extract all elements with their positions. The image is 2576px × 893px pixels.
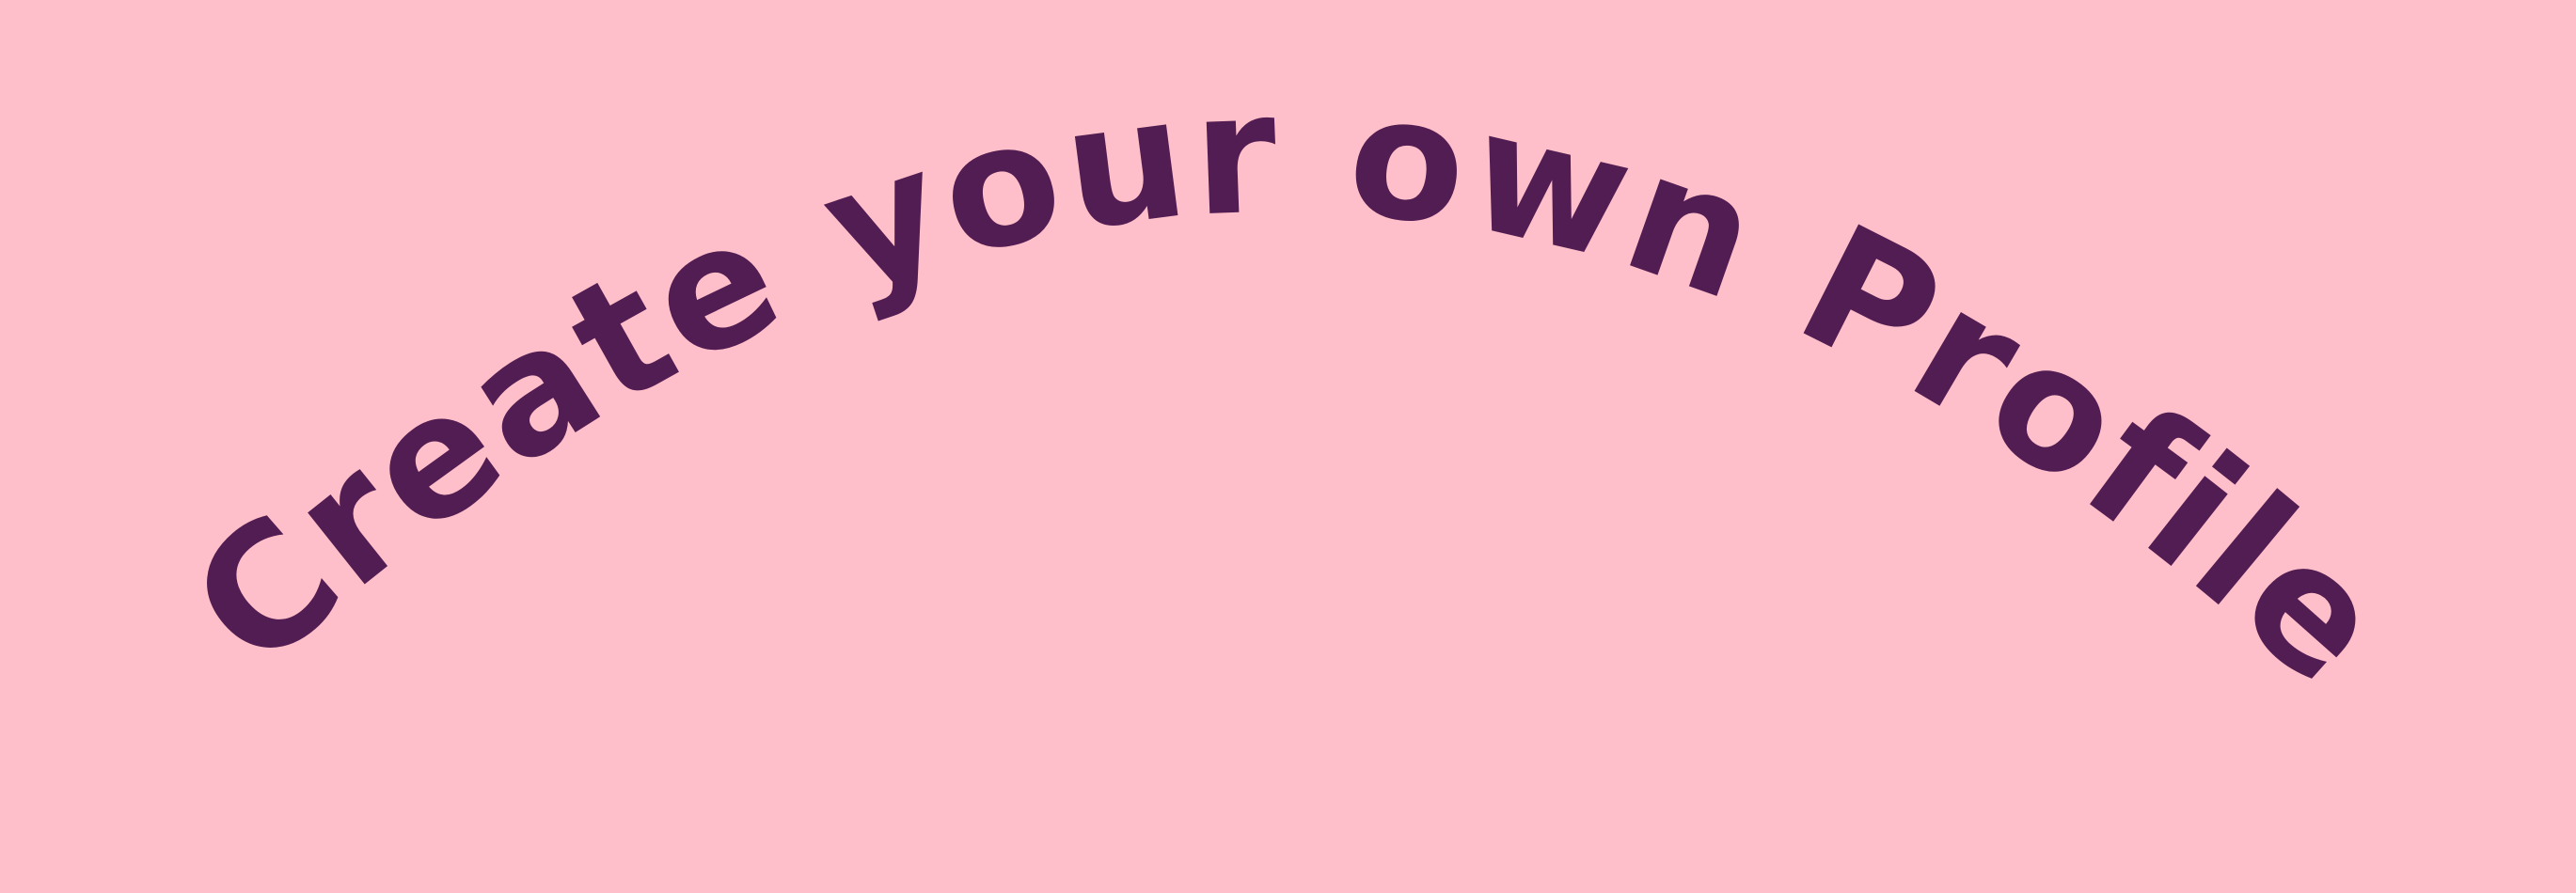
curved-headline-text: Create your own Profile (155, 55, 2424, 724)
curved-headline (156, 55, 2424, 723)
